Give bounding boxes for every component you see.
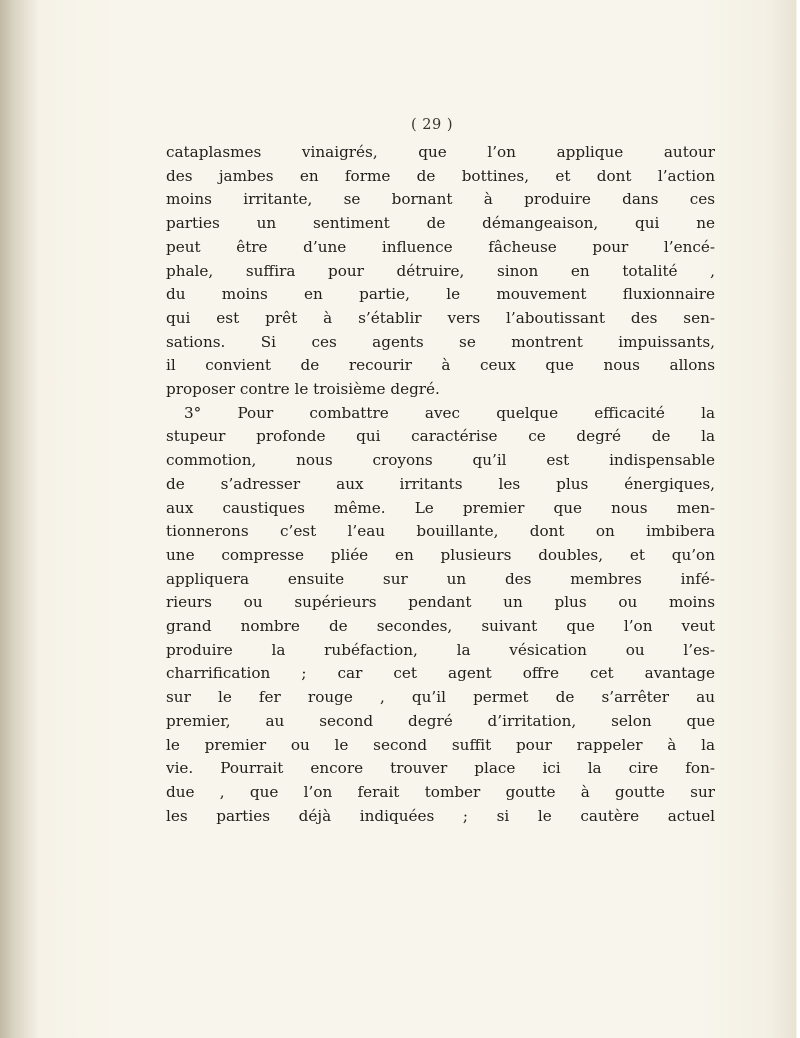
text-line: charrification ; car cet agent offre cet avantage [166, 664, 715, 683]
text-line: cataplasmes vinaigrés, que l’on applique autour [166, 143, 715, 161]
text-line: le premier ou le second suffit pour rappeler à la [166, 735, 715, 754]
binding-shadow [0, 0, 40, 1038]
text-line: qui est prêt à s’établir vers l’aboutissant des sen- [166, 308, 715, 327]
text-line: aux caustiques même. Le premier que nous men- [166, 498, 715, 517]
text-line: tionnerons c’est l’eau bouillante, dont on imbibera [166, 522, 715, 541]
text-line: du moins en partie, le mouvement fluxionnaire [166, 285, 715, 304]
text-line: grand nombre de secondes, suivant que l’on veut [166, 617, 715, 635]
text-line: des jambes en forme de bottines, et dont l’action [166, 166, 715, 185]
text-line: stupeur profonde qui caractérise ce degré de la [166, 427, 715, 446]
text-line: il convient de recourir à ceux que nous allons [166, 356, 715, 375]
text-line: produire la rubéfaction, la vésication ou l’es- [166, 640, 715, 659]
text-line: rieurs ou supérieurs pendant un plus ou moins [166, 593, 715, 612]
text-line: les parties déjà indiquées ; si le cautère actuel [166, 806, 715, 825]
text-line: vie. Pourrait encore trouver place ici la cire fon- [166, 759, 715, 778]
page-number: ( 29 ) [411, 117, 453, 133]
text-line: sur le fer rouge , qu’il permet de s’arrêter au [166, 688, 715, 707]
text-line: une compresse pliée en plusieurs doubles, et qu’on [166, 545, 715, 564]
text-line: due , que l’on ferait tomber goutte à goutte sur [166, 782, 715, 801]
text-line: sations. Si ces agents se montrent impuissants, [166, 332, 715, 351]
text-line: phale, suffira pour détruire, sinon en totalité , [166, 261, 715, 280]
text-line: parties un sentiment de démangeaison, qui ne [166, 214, 715, 233]
text-line: peut être d’une influence fâcheuse pour l’encé- [166, 237, 715, 256]
text-line: commotion, nous croyons qu’il est indispensable [166, 451, 715, 470]
text-line: moins irritante, se bornant à produire dans ces [166, 190, 715, 209]
text-line: proposer contre le troisième degré. [166, 380, 440, 398]
text-line: appliquera ensuite sur un des membres infé- [166, 569, 715, 588]
text-line: premier, au second degré d’irritation, selon que [166, 711, 715, 730]
text-line: de s’adresser aux irritants les plus énergiques, [166, 474, 715, 493]
text-line: 3° Pour combattre avec quelque efficacité la [184, 403, 715, 422]
